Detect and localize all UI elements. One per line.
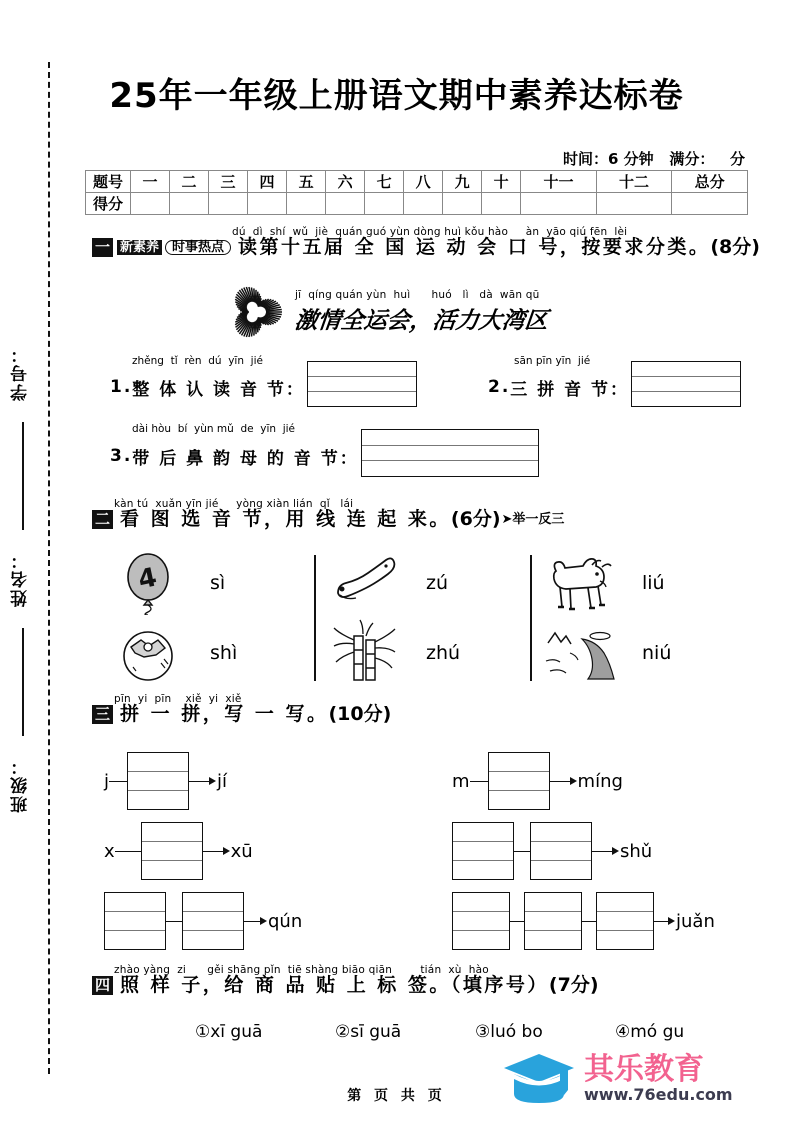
cut-dashed-line <box>48 62 50 1074</box>
section-1-points: (8分) <box>710 236 760 258</box>
margin-student-info <box>0 330 48 950</box>
spell-item-6-result: juǎn <box>676 910 715 932</box>
match-group-1-syllables <box>196 548 314 688</box>
section-3-points: (10分) <box>328 703 392 725</box>
q1-pinyin: zhěng tǐ rèn dú yīn jié <box>132 355 263 367</box>
slogan-text: 激情全运会，活力大湾区 <box>293 308 550 334</box>
score-cell-8[interactable] <box>404 193 443 215</box>
section-1-heading <box>92 236 760 258</box>
spell-item-1-box-1[interactable] <box>127 752 189 810</box>
spell-item-3 <box>104 822 253 880</box>
section-2-extra: ➤举一反三 <box>501 512 565 527</box>
logo-url: www.76edu.com <box>584 1085 733 1104</box>
section-1-pinyin: dú dì shí wǔ jiè quán guó yùn dòng huì kǒu hào àn yāo qiú fēn lèi <box>232 226 628 238</box>
q1-answer-box[interactable] <box>307 361 417 407</box>
match-group-1-pictures <box>100 548 196 688</box>
score-table-row-label-0: 题号 <box>86 171 131 193</box>
section-3 <box>92 693 752 724</box>
syllable-liu[interactable]: liú <box>642 572 665 594</box>
match-group-3-syllables <box>628 548 748 688</box>
section-4-points: (7分) <box>548 974 599 996</box>
score-col-4: 四 <box>248 171 287 193</box>
match-group-1 <box>100 548 316 688</box>
spell-item-1-lead: j <box>104 770 110 792</box>
sunburst-emblem-icon <box>225 283 285 341</box>
spell-item-4-box-2[interactable] <box>530 822 592 880</box>
graduation-cap-icon <box>502 1050 576 1108</box>
spell-item-5-box-2[interactable] <box>182 892 244 950</box>
section-4-options <box>195 1022 755 1042</box>
match-pictures-exercise <box>100 548 748 688</box>
score-col-6: 六 <box>326 171 365 193</box>
margin-line-1 <box>22 422 24 530</box>
section-4-pinyin: zhào yàng zi gěi shāng pǐn tiē shàng biāo qiān tián xù hào <box>114 964 489 976</box>
spell-item-3-box-1[interactable] <box>141 822 203 880</box>
margin-label-student-id: 学号： <box>11 344 31 402</box>
score-cell-3[interactable] <box>209 193 248 215</box>
q3-pinyin: dài hòu bí yùn mǔ de yīn jié <box>132 423 295 435</box>
section-2-points: (6分) <box>450 508 501 530</box>
section-4-number: 四 <box>92 976 113 995</box>
section-4-heading <box>92 976 752 995</box>
score-cell-4[interactable] <box>248 193 287 215</box>
watermark-logo <box>502 1050 733 1108</box>
spell-item-4 <box>452 822 652 880</box>
section-3-number: 三 <box>92 705 113 724</box>
section-3-text: 拼 一 拼，写 一 写。 <box>120 703 329 725</box>
section-1-text: 读第十五届 全 国 运 动 会 口 号，按要求分类。 <box>238 236 711 258</box>
section-3-heading <box>92 705 752 724</box>
q3-number: 3. <box>110 446 133 466</box>
spell-item-1 <box>104 752 227 810</box>
section-1-number: 一 <box>92 238 113 257</box>
section-2-pinyin: kàn tú xuǎn yīn jié yòng xiàn lián qǐ lái <box>114 498 354 510</box>
score-cell-7[interactable] <box>365 193 404 215</box>
q1-number: 1. <box>110 377 133 397</box>
q3-label: 带 后 鼻 韵 母 的 音 节： <box>132 448 359 469</box>
syllable-zhu[interactable]: zhú <box>426 642 461 664</box>
section-2 <box>92 498 752 529</box>
spell-item-4-result: shǔ <box>620 840 653 862</box>
score-col-total: 总分 <box>672 171 748 193</box>
option-2[interactable]: ②sī guā <box>335 1022 402 1042</box>
spell-item-2-result: míng <box>577 770 623 792</box>
match-group-2-syllables <box>412 548 530 688</box>
option-4[interactable]: ④mó gu <box>615 1022 685 1042</box>
score-cell-2[interactable] <box>170 193 209 215</box>
score-col-12: 十二 <box>596 171 672 193</box>
section-2-text: 看 图 选 音 节，用 线 连 起 来。 <box>120 508 451 530</box>
foot-icon[interactable] <box>328 555 400 605</box>
slogan-pinyin: jī qíng quán yùn huì huó lì dà wān qū <box>295 289 540 301</box>
page-title: 25年一年级上册语文期中素养达标卷 <box>109 76 684 116</box>
spell-item-2-box-1[interactable] <box>488 752 550 810</box>
section-1-question-2 <box>488 355 741 407</box>
bamboo-icon[interactable] <box>328 618 400 682</box>
syllable-niu[interactable]: niú <box>642 642 672 664</box>
section-1 <box>92 226 760 258</box>
slogan-block <box>225 283 548 341</box>
score-table-row-label-1: 得分 <box>86 193 131 215</box>
score-cell-11[interactable] <box>521 193 597 215</box>
margin-label-class: 班级： <box>11 756 31 814</box>
spell-item-3-lead: x <box>104 840 115 862</box>
syllable-si[interactable]: sì <box>210 572 226 594</box>
table-row-headers <box>86 171 748 193</box>
spell-item-6 <box>452 892 715 950</box>
spell-item-5 <box>104 892 302 950</box>
score-cell-10[interactable] <box>482 193 521 215</box>
margin-label-name: 姓名： <box>11 550 31 608</box>
match-group-3-pictures <box>532 548 628 688</box>
q2-pinyin: sān pīn yīn jié <box>514 355 591 367</box>
spell-item-6-box-2[interactable] <box>524 892 582 950</box>
q2-answer-box[interactable] <box>631 361 741 407</box>
section-3-pinyin: pīn yi pīn xiě yi xiě <box>114 693 242 705</box>
option-1[interactable]: ①xī guā <box>195 1022 263 1042</box>
spell-item-5-result: qún <box>268 910 303 932</box>
margin-line-2 <box>22 628 24 736</box>
balloon-four-icon[interactable] <box>117 553 179 615</box>
section-1-tag-new-literacy: 新素养 <box>117 240 162 255</box>
table-row-scores <box>86 193 748 215</box>
spell-item-4-box-1[interactable] <box>452 822 514 880</box>
score-col-7: 七 <box>365 171 404 193</box>
score-cell-9[interactable] <box>443 193 482 215</box>
logo-brand-name: 其乐教育 <box>584 1052 704 1087</box>
match-group-2 <box>316 548 532 688</box>
q3-answer-box[interactable] <box>361 429 539 477</box>
score-col-10: 十 <box>482 171 521 193</box>
option-3[interactable]: ③luó bo <box>475 1022 543 1042</box>
spell-item-6-box-3[interactable] <box>596 892 654 950</box>
spell-item-5-box-1[interactable] <box>104 892 166 950</box>
q1-label: 整 体 认 读 音 节： <box>132 379 305 400</box>
score-cell-1[interactable] <box>131 193 170 215</box>
score-col-11: 十一 <box>521 171 597 193</box>
score-col-8: 八 <box>404 171 443 193</box>
section-1-tag-hot-topic: 时事热点 <box>165 240 231 255</box>
match-group-2-pictures <box>316 548 412 688</box>
spell-item-2-lead: m <box>452 770 470 792</box>
score-table <box>85 170 748 215</box>
section-4 <box>92 964 752 995</box>
score-cell-12[interactable] <box>596 193 672 215</box>
spell-item-3-result: xū <box>230 840 253 862</box>
section-2-number: 二 <box>92 510 113 529</box>
section-1-question-3 <box>110 423 539 477</box>
syllable-shi[interactable]: shì <box>210 642 238 664</box>
spell-item-6-box-1[interactable] <box>452 892 510 950</box>
score-cell-5[interactable] <box>287 193 326 215</box>
page-number-footer: 第 页 共 页 <box>347 1088 446 1104</box>
score-col-9: 九 <box>443 171 482 193</box>
section-2-heading <box>92 510 752 529</box>
section-1-question-1 <box>110 355 417 407</box>
persimmon-icon[interactable] <box>117 625 179 683</box>
syllable-zu[interactable]: zú <box>426 572 449 594</box>
cow-icon[interactable] <box>542 555 618 613</box>
river-icon[interactable] <box>542 627 618 681</box>
spell-item-1-result: jí <box>217 770 228 792</box>
q2-label: 三 拼 音 节： <box>510 379 630 400</box>
spell-item-2 <box>452 752 623 810</box>
score-col-1: 一 <box>131 171 170 193</box>
score-col-2: 二 <box>170 171 209 193</box>
score-cell-total[interactable] <box>672 193 748 215</box>
section-4-text: 照 样 子，给 商 品 贴 上 标 签。（填序号） <box>120 974 549 996</box>
score-col-5: 五 <box>287 171 326 193</box>
time-and-fullmarks: 时间：6 分钟 满分： 分 <box>563 150 745 168</box>
score-cell-6[interactable] <box>326 193 365 215</box>
q2-number: 2. <box>488 377 511 397</box>
score-col-3: 三 <box>209 171 248 193</box>
match-group-3 <box>532 548 748 688</box>
svg-text:4: 4 <box>135 562 160 596</box>
